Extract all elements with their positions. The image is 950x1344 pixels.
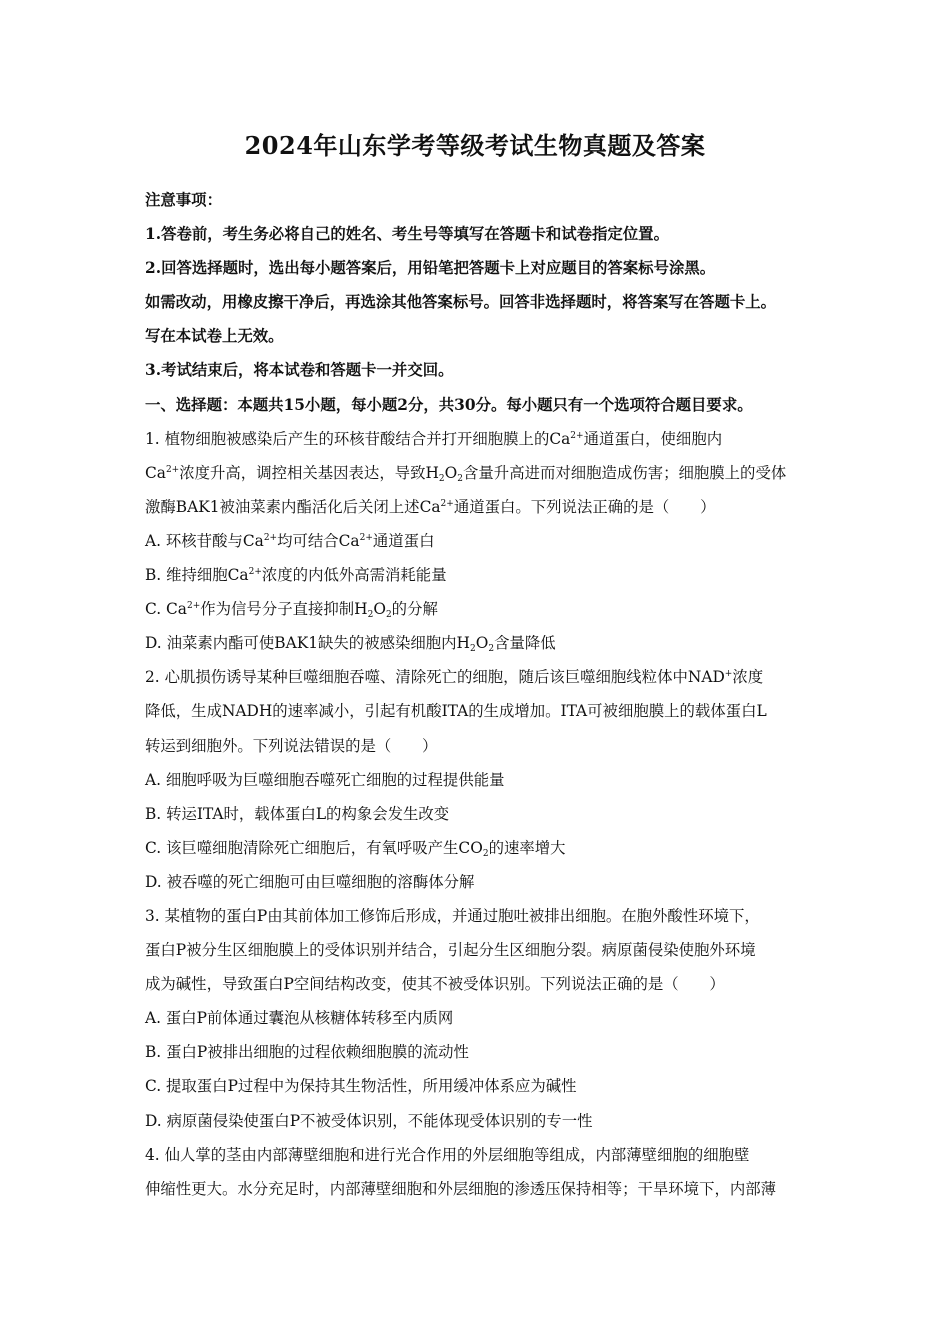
charge-superscript: 2+ [570, 430, 584, 441]
q1-stem-line-2 [145, 456, 810, 490]
subscript: 2 [367, 610, 374, 621]
page-title: 2024年山东学考等级考试生物真题及答案 [244, 131, 706, 160]
q1-option-text: O [475, 634, 489, 653]
q1-text: 通道蛋白。下列说法正确的是（ ） [453, 497, 716, 516]
notice-item-2-end: 写在本试卷上无效。 [145, 327, 284, 346]
q2-option-c [145, 831, 810, 865]
q4-stem-line-1: 4. 仙人掌的茎由内部薄壁细胞和进行光合作用的外层细胞等组成，内部薄壁细胞的细胞壁 [145, 1145, 750, 1164]
q1-text: 含量升高进而对细胞造成伤害；细胞膜上的受体 [463, 463, 787, 482]
notice-item-2-cont: 如需改动，用橡皮擦干净后，再选涂其他答案标号。回答非选择题时，将答案写在答题卡上。 [145, 293, 777, 312]
q3-stem-line-3: 成为碱性，导致蛋白P空间结构改变，使其不被受体识别。下列说法正确的是（ ） [145, 975, 725, 994]
q1-option-text: B. 维持细胞Ca [145, 566, 249, 585]
q2-text: 2. 心肌损伤诱导某种巨噬细胞吞噬、清除死亡的细胞，随后该巨噬细胞线粒体中NAD [145, 668, 725, 687]
q3-option-d: D. 病原菌侵染使蛋白P不被受体识别，不能体现受体识别的专一性 [145, 1111, 593, 1130]
q1-text: O [444, 463, 458, 482]
q3-option-a: A. 蛋白P前体通过囊泡从核糖体转移至内质网 [145, 1009, 454, 1028]
q2-stem-line-1 [145, 660, 810, 694]
notice-item-2: 2.回答选择题时，选出每小题答案后，用铅笔把答题卡上对应题目的答案标号涂黑。 [145, 259, 716, 278]
notice-item-3: 3.考试结束后，将本试卷和答题卡一并交回。 [145, 361, 454, 380]
q1-option-c [145, 592, 810, 626]
q2-stem-line-2: 降低，生成NADH的速率减小，引起有机酸ITA的生成增加。ITA可被细胞膜上的载体蛋白L [145, 702, 767, 721]
charge-superscript: 2+ [248, 567, 262, 578]
subscript: 2 [469, 644, 476, 655]
charge-superscript: 2+ [440, 498, 454, 509]
notice-header: 注意事项： [145, 191, 222, 209]
q1-text: 激酶BAK1被油菜素内酯活化后关闭上述Ca [145, 497, 441, 516]
subscript: 2 [385, 610, 392, 621]
charge-superscript: 2+ [186, 601, 201, 612]
q1-text: 通道蛋白，使细胞内 [583, 429, 723, 448]
charge-superscript: 2+ [359, 532, 373, 543]
section-heading: 一、选择题：本题共15小题，每小题2分，共30分。每小题只有一个选项符合题目要求。 [145, 395, 753, 414]
q3-option-b: B. 蛋白P被排出细胞的过程依赖细胞膜的流动性 [145, 1043, 469, 1062]
subscript: 2 [482, 848, 489, 859]
q1-option-text: 通道蛋白 [372, 531, 435, 550]
charge-superscript: + [724, 669, 733, 680]
q1-text: Ca [145, 463, 166, 482]
q2-option-text: C. 该巨噬细胞清除死亡细胞后，有氧呼吸产生CO [145, 838, 483, 857]
q1-option-b [145, 558, 810, 592]
q1-option-text: 的分解 [391, 600, 438, 619]
q1-option-text: 作为信号分子直接抑制H [200, 600, 368, 619]
q1-option-text: 浓度的内低外高需消耗能量 [261, 566, 447, 585]
q1-text: 浓度升高，调控相关基因表达，导致H [179, 463, 439, 482]
q1-stem-line-1 [145, 422, 810, 456]
q1-option-text: A. 环核苷酸与Ca [145, 531, 264, 550]
charge-superscript: 2+ [263, 532, 278, 543]
charge-superscript: 2+ [165, 464, 180, 475]
q1-option-text: 含量降低 [494, 634, 556, 653]
q2-option-a: A. 细胞呼吸为巨噬细胞吞噬死亡细胞的过程提供能量 [145, 770, 505, 789]
subscript: 2 [488, 644, 495, 655]
subscript: 2 [457, 473, 464, 484]
q1-option-text: 均可结合Ca [277, 531, 360, 550]
q4-stem-line-2: 伸缩性更大。水分充足时，内部薄壁细胞和外层细胞的渗透压保持相等；干旱环境下，内部薄 [145, 1179, 777, 1198]
q3-option-c: C. 提取蛋白P过程中为保持其生物活性，所用缓冲体系应为碱性 [145, 1077, 577, 1096]
q2-text: 浓度 [732, 668, 764, 687]
q2-option-text: 的速率增大 [488, 838, 566, 857]
q1-option-a [145, 524, 810, 558]
q2-stem-line-3: 转运到细胞外。下列说法错误的是（ ） [145, 736, 438, 755]
q3-stem-line-2: 蛋白P被分生区细胞膜上的受体识别并结合，引起分生区细胞分裂。病原菌侵染使胞外环境 [145, 941, 756, 960]
q1-option-text: D. 油菜素内酯可使BAK1缺失的被感染细胞内H [145, 634, 470, 653]
q1-text: 1. 植物细胞被感染后产生的环核苷酸结合并打开细胞膜上的Ca [145, 429, 571, 448]
q1-option-text: O [373, 600, 386, 619]
q3-stem-line-1: 3. 某植物的蛋白P由其前体加工修饰后形成，并通过胞吐被排出细胞。在胞外酸性环境下， [145, 906, 760, 925]
exam-body [145, 183, 810, 1206]
q1-option-text: C. Ca [145, 600, 187, 619]
q1-stem-line-3 [145, 490, 810, 524]
q2-option-d: D. 被吞噬的死亡细胞可由巨噬细胞的溶酶体分解 [145, 872, 475, 891]
q2-option-b: B. 转运ITA时，载体蛋白L的构象会发生改变 [145, 804, 450, 823]
q1-option-d [145, 626, 810, 660]
notice-item-1: 1.答卷前，考生务必将自己的姓名、考生号等填写在答题卡和试卷指定位置。 [145, 225, 669, 244]
subscript: 2 [438, 473, 445, 484]
